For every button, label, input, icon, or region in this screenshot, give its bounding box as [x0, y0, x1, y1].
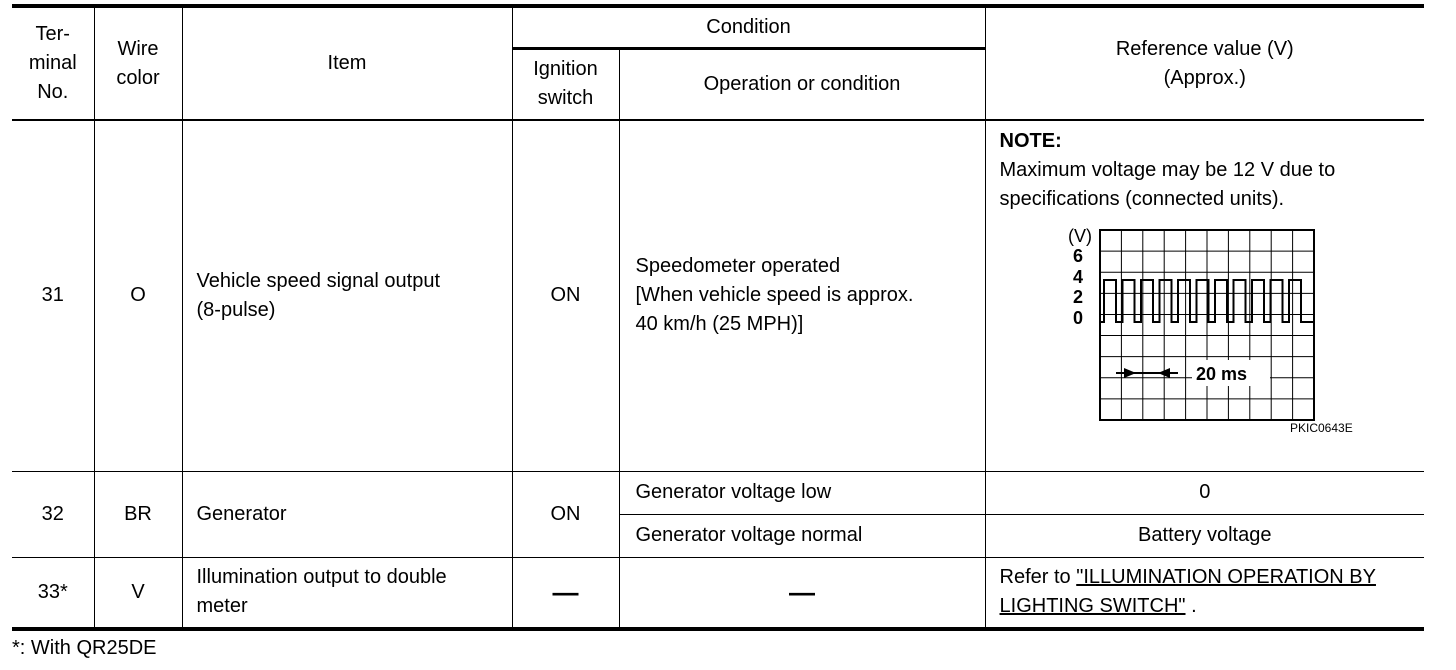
item-cell: Generator	[182, 471, 512, 557]
table-row-31	[12, 120, 1424, 471]
ref-suffix: .	[1185, 595, 1197, 618]
header-wire-color: Wire color	[94, 6, 182, 120]
header-ignition-switch: Ignition switch	[512, 48, 619, 120]
terminal-cell: 32	[12, 471, 94, 557]
y-tick-0: 0	[1072, 308, 1083, 328]
ref-prefix: Refer to	[999, 566, 1077, 589]
spec-page	[12, 4, 1444, 660]
ignition-cell: ON	[512, 120, 619, 471]
operation-cell: Generator voltage low	[619, 471, 985, 514]
terminal-cell: 33*	[12, 557, 94, 629]
terminal-spec-table	[12, 4, 1424, 631]
terminal-cell: 31	[12, 120, 94, 471]
header-condition: Condition	[512, 6, 985, 48]
time-marker	[1116, 360, 1270, 386]
item-cell: Illumination output to double meter	[182, 557, 512, 629]
operation-cell: —	[619, 557, 985, 629]
wire-color-cell: BR	[94, 471, 182, 557]
operation-cell: Speedometer operated [When vehicle speed is approx. 40 km/h (25 MPH)]	[619, 120, 985, 471]
reference-cell	[985, 557, 1424, 629]
header-terminal-no: Ter- minal No.	[12, 6, 94, 120]
item-cell: Vehicle speed signal output (8-pulse)	[182, 120, 512, 471]
table-row-32a	[12, 471, 1424, 514]
reference-cell	[985, 120, 1424, 471]
reference-cell: Battery voltage	[985, 514, 1424, 557]
illumination-operation-link[interactable]: "ILLUMINATION OPERATION BY LIGHTING SWITCH"	[999, 566, 1376, 618]
ignition-cell: ON	[512, 471, 619, 557]
note-title: NOTE:	[999, 130, 1062, 152]
waveform-figure	[1000, 220, 1353, 450]
note-text: Maximum voltage may be 12 V due to specifications (connected units).	[999, 159, 1336, 210]
header-item: Item	[182, 6, 512, 120]
header-operation: Operation or condition	[619, 48, 985, 120]
footnote: *: With QR25DE	[12, 637, 157, 659]
header-reference-value: Reference value (V) (Approx.)	[985, 6, 1424, 120]
ignition-cell: —	[512, 557, 619, 629]
y-unit-label: (V)	[1067, 226, 1092, 246]
y-tick-4: 4	[1072, 267, 1083, 287]
time-label: 20 ms	[1195, 364, 1247, 384]
y-tick-6: 6	[1072, 246, 1083, 266]
waveform-svg	[1000, 220, 1400, 450]
header-row-1	[12, 6, 1424, 48]
wire-color-cell: O	[94, 120, 182, 471]
y-tick-2: 2	[1072, 287, 1083, 307]
operation-cell: Generator voltage normal	[619, 514, 985, 557]
wire-color-cell: V	[94, 557, 182, 629]
reference-cell: 0	[985, 471, 1424, 514]
table-row-33	[12, 557, 1424, 629]
figure-id: PKIC0643E	[1289, 421, 1353, 435]
